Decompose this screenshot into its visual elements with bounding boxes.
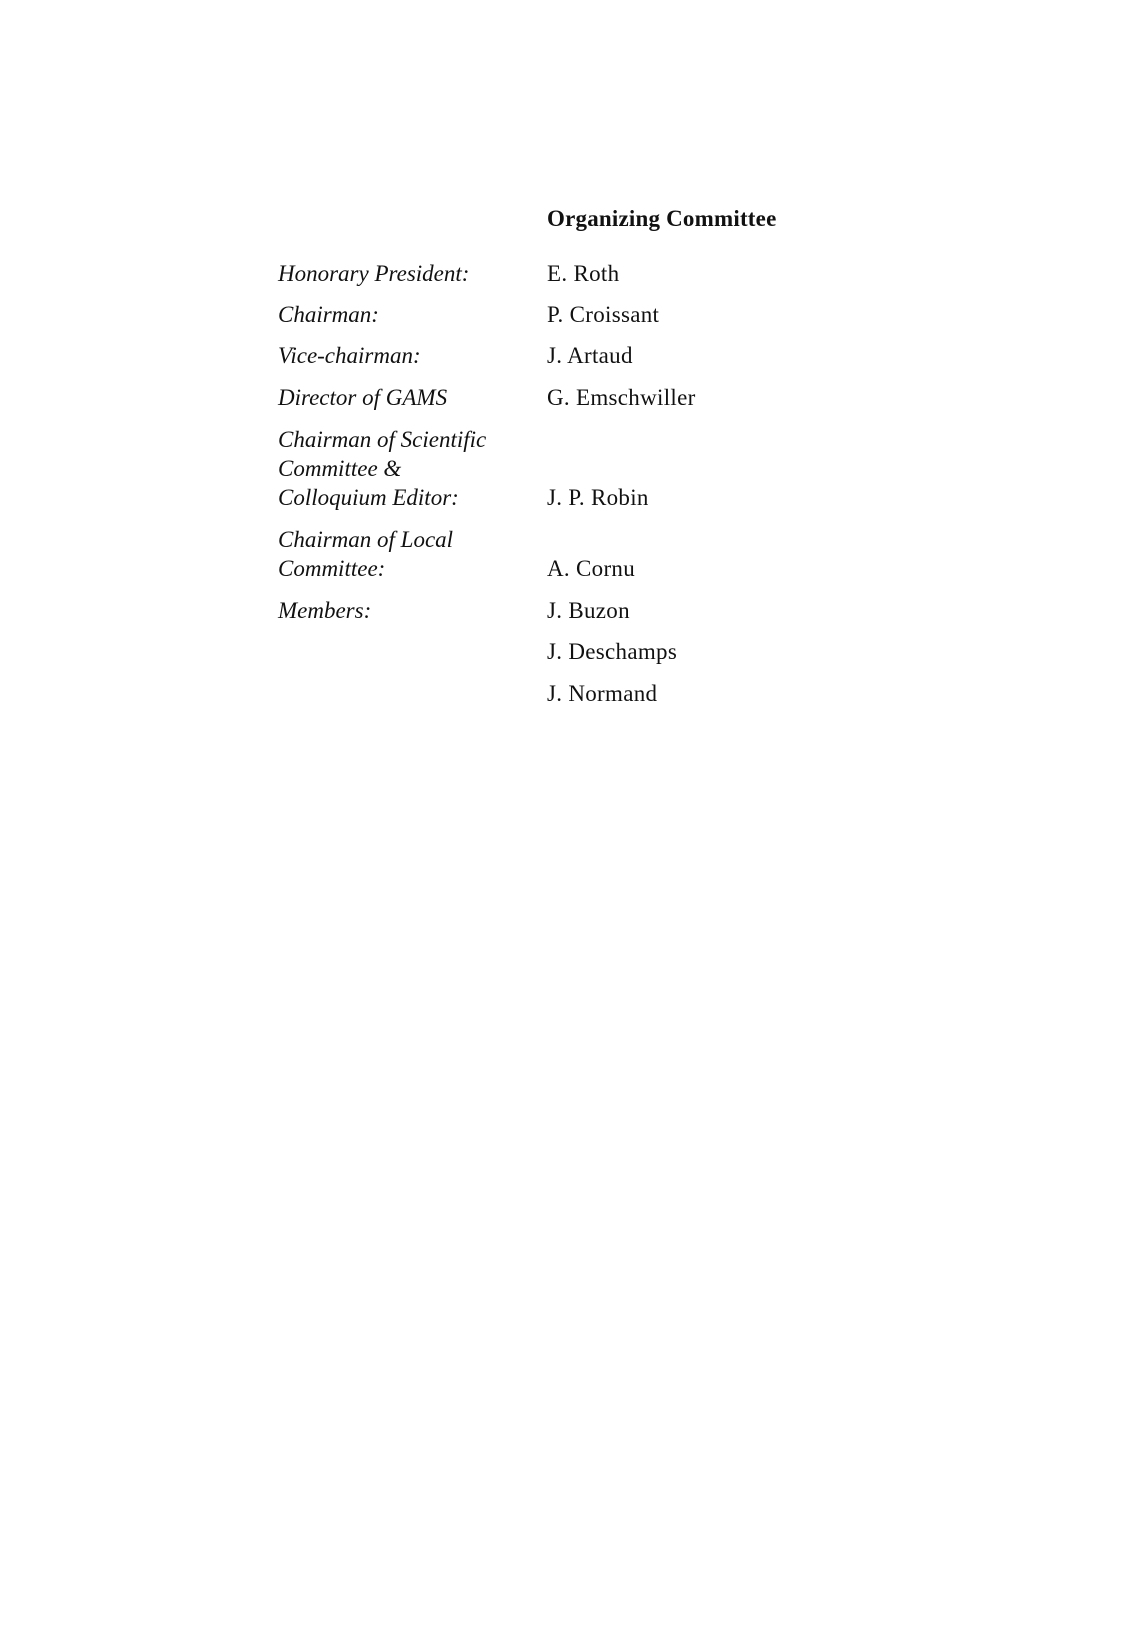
name-member-deschamps: J. Deschamps [547,639,678,664]
role-honorary-president: Honorary President: [278,261,470,286]
committee-heading: Organizing Committee [547,206,777,231]
name-member-buzon: J. Buzon [547,598,630,623]
role-scientific-committee-chairman: Chairman of Scientific Committee & Colloquium Editor: [278,427,487,510]
name-local-committee-chairman: A. Cornu [547,556,636,581]
role-director-gams: Director of GAMS [278,385,448,410]
role-members: Members: [278,598,372,623]
name-scientific-committee-chairman: J. P. Robin [547,485,649,510]
name-director-gams: G. Emschwiller [547,385,696,410]
role-local-committee-chairman: Chairman of Local Committee: [278,527,454,581]
name-honorary-president: E. Roth [547,261,620,286]
role-chairman: Chairman: [278,302,379,327]
role-vice-chairman: Vice-chairman: [278,343,421,368]
name-chairman: P. Croissant [547,302,660,327]
name-vice-chairman: J. Artaud [547,343,633,368]
name-member-normand: J. Normand [547,681,658,706]
